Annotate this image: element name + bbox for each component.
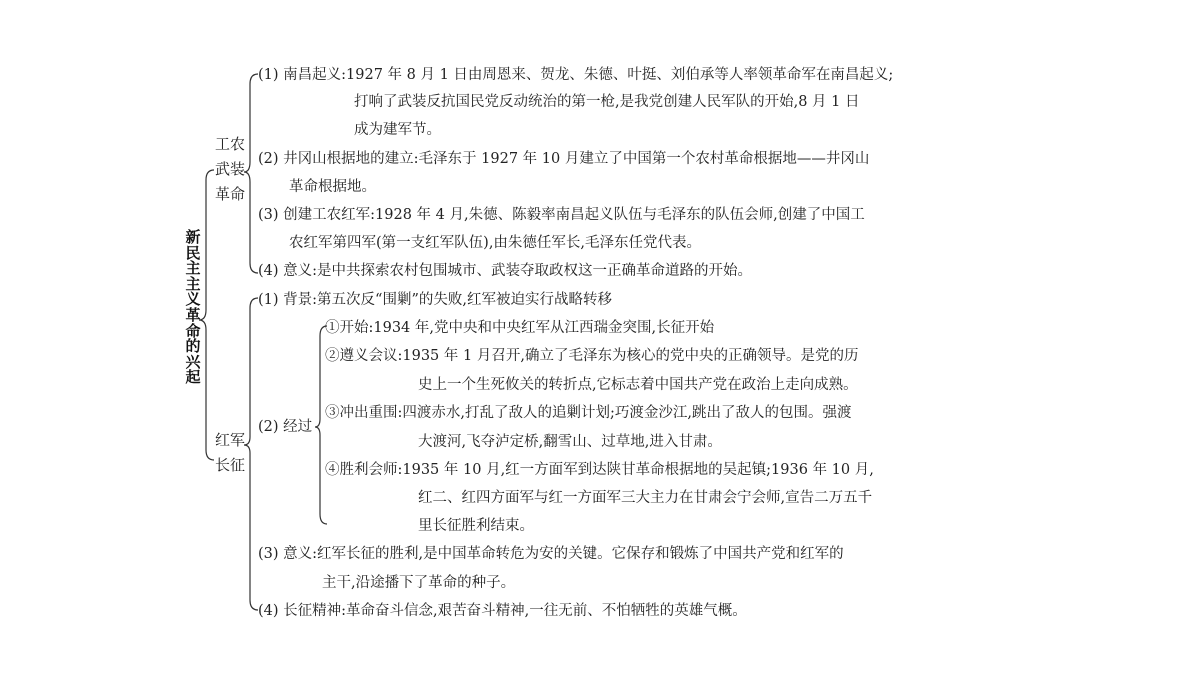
b2-sub3-line1: ③冲出重围:四渡赤水,打乱了敌人的追剿计划;巧渡金沙江,跳出了敌人的包围。强渡 [325, 405, 852, 421]
b1-item1-line2: 打响了武装反抗国民党反动统治的第一枪,是我党创建人民军队的开始,8 月 1 日 [354, 94, 860, 110]
b2-item3-line1: (3) 意义:红军长征的胜利,是中国革命转危为安的关键。它保存和锻炼了中国共产党和红军的 [258, 546, 844, 562]
b2-item1-line1: (1) 背景:第五次反“围剿”的失败,红军被迫实行战略转移 [258, 292, 612, 308]
b1-item4-line1: (4) 意义:是中共探索农村包围城市、武装夺取政权这一正确革命道路的开始。 [258, 263, 753, 279]
b2-sub4-line3: 里长征胜利结束。 [418, 518, 534, 534]
b2-sub3-line2: 大渡河,飞夺泸定桥,翻雪山、过草地,进入甘肃。 [418, 434, 722, 450]
b2-sub4-line2: 红二、红四方面军与红一方面军三大主力在甘肃会宁会师,宣告二万五千 [418, 490, 873, 506]
b2-sub2-line1: ②遵义会议:1935 年 1 月召开,确立了毛泽东为核心的党中央的正确领导。是党的历 [325, 348, 859, 364]
b2-sub4-line1: ④胜利会师:1935 年 10 月,红一方面军到达陕甘革命根据地的吴起镇;1936 年 10 月, [325, 462, 874, 478]
branch1-label: 工农 武装 革命 [214, 135, 245, 203]
b1-item1-line3: 成为建军节。 [354, 122, 441, 138]
b1-item3-line1: (3) 创建工农红军:1928 年 4 月,朱德、陈毅率南昌起义队伍与毛泽东的队伍会师,创建了中国工 [258, 207, 865, 223]
b2-sub1-line1: ①开始:1934 年,党中央和中央红军从江西瑞金突围,长征开始 [325, 320, 715, 336]
b2-sub2-line2: 史上一个生死攸关的转折点,它标志着中国共产党在政治上走向成熟。 [418, 377, 858, 393]
branch2-label: 红军 长征 [214, 431, 245, 474]
page-title: 新 民 主 主 义 革 命 的 兴 起 [185, 228, 201, 387]
b2-item2-label: (2) 经过 [258, 419, 313, 435]
b1-item1-line1: (1) 南昌起义:1927 年 8 月 1 日由周恩来、贺龙、朱德、叶挺、刘伯承等人率领革命军在南昌起义; [258, 67, 894, 83]
b1-item2-line2: 革命根据地。 [289, 179, 376, 195]
b1-item3-line2: 农红军第四军(第一支红军队伍),由朱德任军长,毛泽东任党代表。 [289, 235, 702, 251]
b2-item4-line1: (4) 长征精神:革命奋斗信念,艰苦奋斗精神,一往无前、不怕牺牲的英雄气概。 [258, 603, 747, 619]
b2-item3-line2: 主干,沿途播下了革命的种子。 [322, 575, 516, 591]
b1-item2-line1: (2) 井冈山根据地的建立:毛泽东于 1927 年 10 月建立了中国第一个农村革命根据地——井冈山 [258, 151, 870, 167]
